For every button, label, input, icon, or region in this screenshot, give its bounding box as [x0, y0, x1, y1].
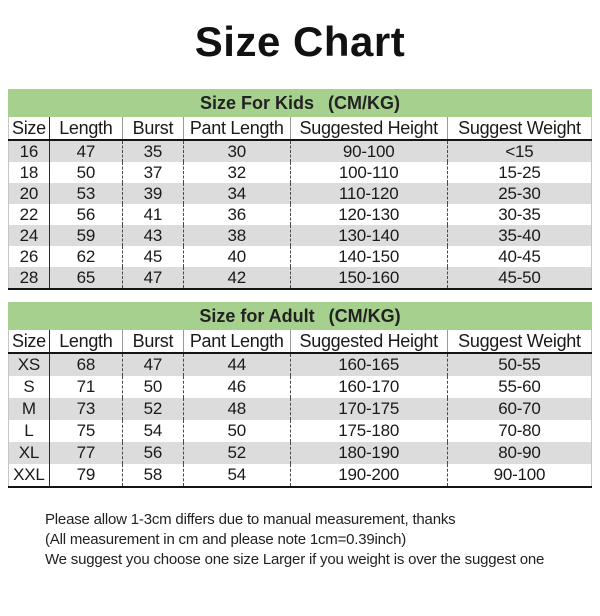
table-cell: 42 [183, 267, 290, 289]
table-cell: 180-190 [290, 442, 447, 464]
table-cell: 52 [122, 398, 183, 420]
header-cell: Pant Length [183, 330, 290, 353]
table-cell: 26 [9, 246, 50, 267]
table-cell: 54 [183, 464, 290, 487]
table-cell: 40 [183, 246, 290, 267]
table-cell: 77 [49, 442, 122, 464]
header-cell: Suggested Height [290, 117, 447, 140]
table-cell: 75 [49, 420, 122, 442]
table-cell: 45-50 [498, 267, 541, 287]
table-row [9, 398, 592, 420]
table-row [9, 204, 592, 225]
table-cell: 170-175 [290, 398, 447, 420]
table-row [9, 246, 592, 267]
note-line-3: We suggest you choose one size Larger if you weight is over the suggest one [45, 551, 545, 568]
header-cell: Length [49, 330, 122, 353]
table-cell: 50 [122, 376, 183, 398]
table-cell: 54 [122, 420, 183, 442]
header-cell: Pant Length [183, 117, 290, 140]
table-cell: 20 [9, 183, 50, 204]
kids-section-header [8, 89, 592, 117]
table-cell: 22 [9, 204, 50, 225]
table-row [9, 183, 592, 204]
table-cell: 59 [49, 225, 122, 246]
adult-size-table [8, 330, 592, 488]
table-cell: 53 [49, 183, 122, 204]
table-row [9, 267, 592, 289]
table-cell: 16 [9, 140, 50, 162]
size-chart-sheet [8, 89, 592, 488]
header-cell: Burst [122, 117, 183, 140]
table-cell: 47 [122, 353, 183, 376]
table-cell: 28 [9, 267, 50, 289]
table-cell: 150-160 [290, 267, 447, 289]
adult-section-unit: (CM/KG) [328, 306, 401, 326]
table-cell: 90-100 [493, 465, 546, 484]
table-cell: 80-90 [498, 443, 541, 462]
adult-size-section [8, 302, 592, 488]
table-cell: 35 [122, 140, 183, 162]
table-cell: 39 [122, 183, 183, 204]
table-cell: 52 [183, 442, 290, 464]
table-cell: 79 [49, 464, 122, 487]
table-cell: 32 [183, 162, 290, 183]
table-cell: 190-200 [290, 464, 447, 487]
header-cell: Size [9, 117, 50, 140]
table-cell: 41 [122, 204, 183, 225]
table-cell: 65 [49, 267, 122, 289]
page-title: Size Chart [194, 18, 406, 65]
table-cell: 48 [183, 398, 290, 420]
table-cell: 44 [183, 353, 290, 376]
measurement-notes [45, 510, 590, 570]
table-cell: XS [9, 353, 50, 376]
table-cell: 18 [9, 162, 50, 183]
table-cell: 45 [122, 246, 183, 267]
table-cell: 120-130 [290, 204, 447, 225]
table-cell: 46 [183, 376, 290, 398]
table-cell: 160-165 [290, 353, 447, 376]
table-cell: 37 [122, 162, 183, 183]
table-row [9, 140, 592, 162]
table-cell: 38 [183, 225, 290, 246]
table-cell: 90-100 [290, 140, 447, 162]
table-cell: 62 [49, 246, 122, 267]
table-cell: 50 [183, 420, 290, 442]
table-cell: 47 [122, 267, 183, 289]
header-cell: Suggest Weight [447, 330, 591, 353]
table-cell: 40-45 [498, 246, 541, 266]
table-cell: 140-150 [290, 246, 447, 267]
table-cell: 30-35 [498, 204, 541, 224]
table-cell: S [9, 376, 50, 398]
table-cell: 55-60 [498, 377, 541, 396]
table-cell: XL [9, 442, 50, 464]
table-cell: 43 [122, 225, 183, 246]
table-cell: L [9, 420, 50, 442]
table-cell: 24 [9, 225, 50, 246]
table-row [9, 162, 592, 183]
kids-header-row [9, 117, 592, 140]
table-cell: 70-80 [498, 421, 541, 440]
note-line-2: (All measurement in cm and please note 1cm=0.39inch) [45, 531, 407, 548]
kids-table-body [9, 140, 592, 289]
header-cell: Burst [122, 330, 183, 353]
table-cell: 15-25 [498, 162, 541, 182]
table-cell: 50-55 [498, 355, 541, 374]
table-row [9, 464, 592, 487]
table-cell: 47 [49, 140, 122, 162]
table-row [9, 225, 592, 246]
table-cell: 58 [122, 464, 183, 487]
table-cell: 100-110 [290, 162, 447, 183]
header-cell: Suggest Weight [447, 117, 591, 140]
table-row [9, 376, 592, 398]
table-cell: 34 [183, 183, 290, 204]
table-cell: 36 [183, 204, 290, 225]
table-cell: 160-170 [290, 376, 447, 398]
kids-section-title: Size For Kids [199, 93, 315, 113]
table-cell: 68 [49, 353, 122, 376]
table-cell: 175-180 [290, 420, 447, 442]
adult-section-header [8, 302, 592, 330]
size-chart-page [0, 16, 600, 570]
table-row [9, 442, 592, 464]
table-cell: 50 [49, 162, 122, 183]
table-cell: 73 [49, 398, 122, 420]
adult-table-body [9, 353, 592, 487]
table-cell: 35-40 [498, 225, 541, 245]
table-cell: 60-70 [498, 399, 541, 418]
header-cell: Length [49, 117, 122, 140]
header-cell: Suggested Height [290, 330, 447, 353]
header-cell: Size [9, 330, 50, 353]
table-cell: 56 [122, 442, 183, 464]
table-cell: <15 [505, 141, 534, 161]
table-cell: XXL [9, 464, 50, 487]
table-cell: 56 [49, 204, 122, 225]
table-cell: M [9, 398, 50, 420]
adult-section-title: Size for Adult [199, 306, 315, 326]
table-row [9, 420, 592, 442]
adult-header-row [9, 330, 592, 353]
table-cell: 30 [183, 140, 290, 162]
kids-size-table [8, 117, 592, 290]
kids-section-unit: (CM/KG) [328, 93, 400, 113]
table-cell: 110-120 [290, 183, 447, 204]
note-line-1: Please allow 1-3cm differs due to manual measurement, thanks [45, 511, 456, 528]
table-cell: 130-140 [290, 225, 447, 246]
table-row [9, 353, 592, 376]
table-cell: 25-30 [498, 183, 541, 203]
kids-size-section [8, 89, 592, 290]
table-cell: 71 [49, 376, 122, 398]
